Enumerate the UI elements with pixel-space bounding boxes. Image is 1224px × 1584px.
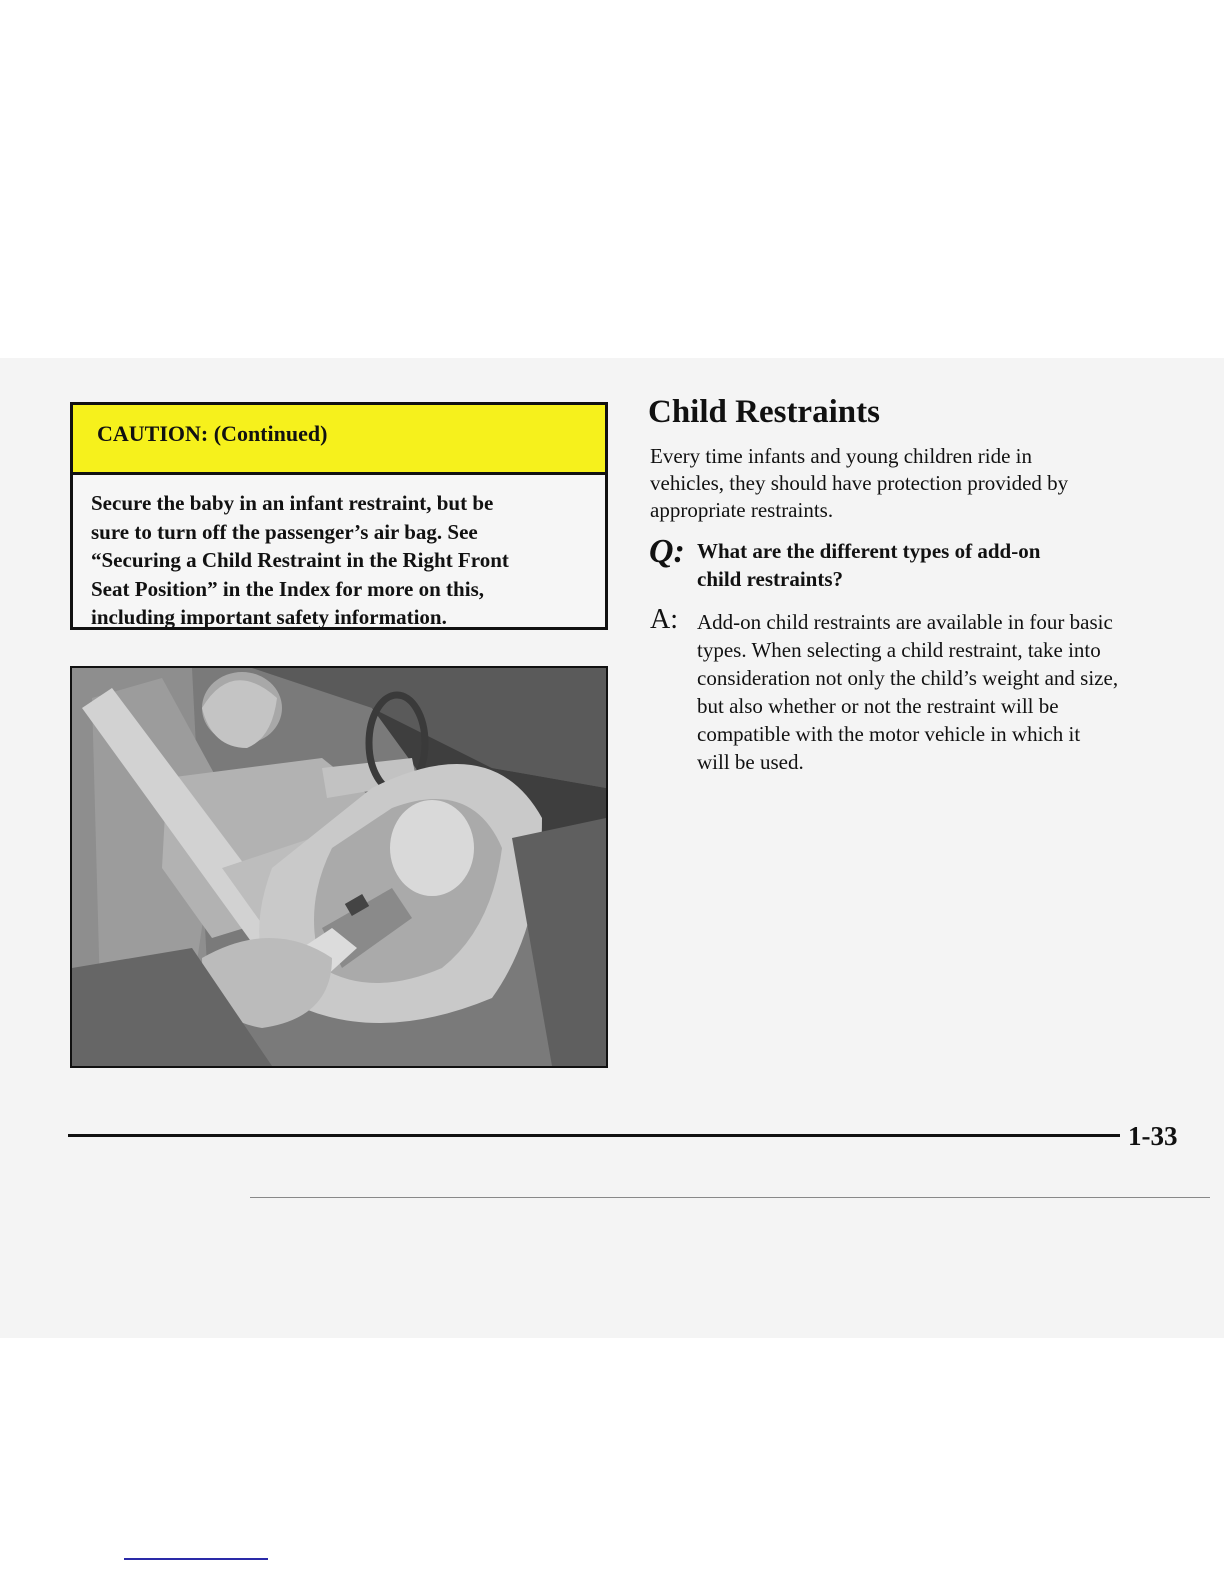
question-label: Q: [649,533,685,570]
answer-line: will be used. [697,750,804,774]
question-text [697,537,1040,593]
caution-line: Secure the baby in an infant restraint, but be [91,491,494,515]
answer-label: A: [650,604,678,635]
bottom-rule [124,1558,268,1560]
caution-line: sure to turn off the passenger’s air bag. See [91,519,478,544]
caution-header: CAUTION: (Continued) [73,405,605,475]
driver-with-infant-seat-drawing [72,668,606,1066]
footer-rule [68,1134,1120,1137]
page-number: 1-33 [1128,1121,1178,1151]
answer-line: Add-on child restraints are available in four basic [697,610,1113,634]
answer-line: compatible with the motor vehicle in which it [697,722,1081,746]
question-line: What are the different types of add-on [697,539,1041,563]
scan-artifact-line [250,1197,1210,1198]
answer-text [697,608,1118,776]
car-seat-illustration [70,666,608,1068]
question-line: child restraints? [697,567,844,591]
answer-line: consideration not only the child’s weight and size, [697,666,1119,690]
intro-line: appropriate restraints. [650,498,834,522]
answer-line: types. When selecting a child restraint, take into [697,638,1101,662]
intro-line: vehicles, they should have protection provided by [650,471,1069,495]
caution-box [70,402,608,630]
caution-line: including important safety information. [91,605,447,629]
intro-line: Every time infants and young children ride in [650,444,1032,468]
answer-line: but also whether or not the restraint will be [697,694,1059,718]
intro-paragraph [650,443,1068,524]
caution-line: “Securing a Child Restraint in the Right Front [91,548,509,572]
caution-body [73,475,605,632]
section-heading: Child Restraints [648,394,880,430]
caution-line: Seat Position” in the Index for more on this, [91,576,484,601]
